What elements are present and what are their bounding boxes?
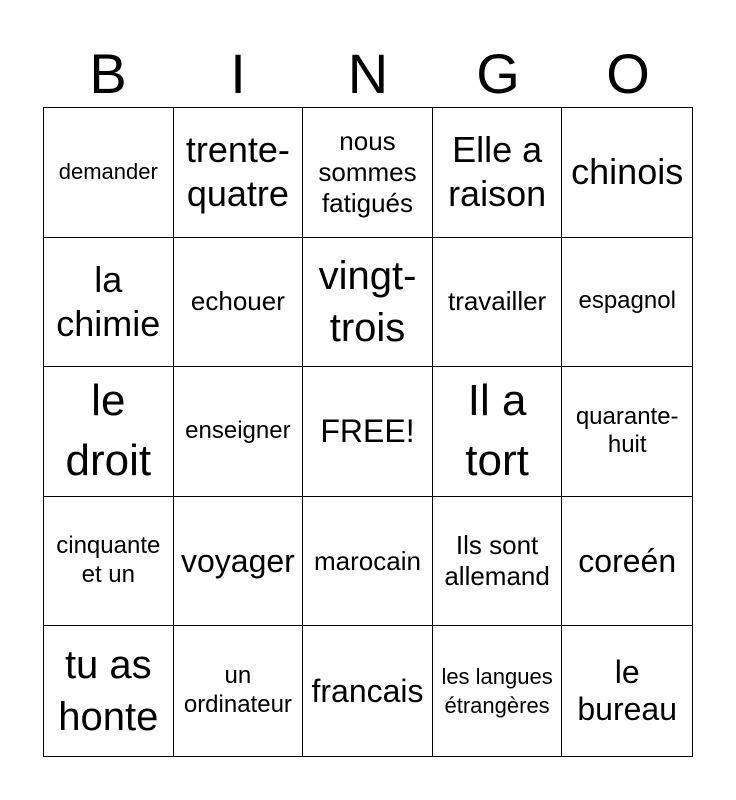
header-letter-i: I: [230, 42, 246, 105]
bingo-board: [43, 107, 693, 757]
bingo-cell-g2[interactable]: [433, 238, 563, 368]
bingo-cell-text: marocain: [314, 545, 421, 576]
bingo-cell-text: echouer: [190, 286, 285, 317]
bingo-cell-text: travailler: [447, 286, 547, 317]
bingo-cell-text: demander: [58, 159, 158, 185]
bingo-cell-o3[interactable]: [562, 367, 692, 497]
bingo-cell-text: la chimie: [56, 258, 161, 344]
bingo-cell-o1[interactable]: [562, 108, 692, 238]
bingo-cell-text: espagnol: [578, 287, 676, 315]
bingo-cell-text: tu as honte: [58, 643, 159, 740]
bingo-cell-g1[interactable]: [433, 108, 563, 238]
bingo-cell-text: les langues étrangères: [441, 663, 553, 719]
bingo-cell-text: cinquante et un: [56, 532, 161, 589]
bingo-cell-o2[interactable]: [562, 238, 692, 368]
bingo-cell-i1[interactable]: [174, 108, 304, 238]
bingo-cell-n3[interactable]: [303, 367, 433, 497]
bingo-cell-o4[interactable]: [562, 497, 692, 627]
bingo-cell-b1[interactable]: [44, 108, 174, 238]
bingo-cell-text: un ordinateur: [183, 662, 292, 719]
bingo-cell-n1[interactable]: [303, 108, 433, 238]
bingo-cell-n5[interactable]: [303, 626, 433, 756]
bingo-cell-i3[interactable]: [174, 367, 304, 497]
bingo-cell-text: enseigner: [185, 417, 291, 445]
bingo-cell-text: FREE!: [320, 413, 415, 450]
bingo-cell-text: Il a tort: [465, 375, 529, 486]
bingo-cell-text: le bureau: [577, 654, 678, 728]
bingo-cell-text: francais: [311, 672, 424, 709]
bingo-cell-b3[interactable]: [44, 367, 174, 497]
bingo-cell-o5[interactable]: [562, 626, 692, 756]
header-letter-b: B: [89, 42, 127, 105]
header-letter-g: G: [476, 42, 520, 105]
bingo-cell-g3[interactable]: [433, 367, 563, 497]
bingo-cell-text: nous sommes fatigués: [318, 125, 417, 218]
bingo-cell-n2[interactable]: [303, 238, 433, 368]
bingo-cell-text: trente-quatre: [185, 129, 290, 215]
bingo-cell-n4[interactable]: [303, 497, 433, 627]
bingo-cell-b5[interactable]: [44, 626, 174, 756]
header-letter-o: O: [606, 42, 650, 105]
bingo-cell-i5[interactable]: [174, 626, 304, 756]
bingo-cell-i2[interactable]: [174, 238, 304, 368]
bingo-cell-text: le droit: [65, 375, 152, 486]
bingo-header: [43, 42, 693, 106]
bingo-cell-text: chinois: [571, 151, 684, 193]
bingo-cell-text: vingt-trois: [318, 253, 417, 350]
bingo-cell-text: voyager: [180, 542, 295, 579]
bingo-cell-text: Elle a raison: [448, 129, 547, 215]
bingo-cell-text: quarante-huit: [575, 402, 679, 459]
bingo-cell-g4[interactable]: [433, 497, 563, 627]
bingo-cell-text: coreén: [578, 542, 677, 579]
header-letter-n: N: [347, 42, 389, 105]
bingo-cell-text: Ils sont allemand: [444, 529, 550, 592]
bingo-cell-b4[interactable]: [44, 497, 174, 627]
bingo-cell-b2[interactable]: [44, 238, 174, 368]
bingo-cell-i4[interactable]: [174, 497, 304, 627]
bingo-cell-g5[interactable]: [433, 626, 563, 756]
